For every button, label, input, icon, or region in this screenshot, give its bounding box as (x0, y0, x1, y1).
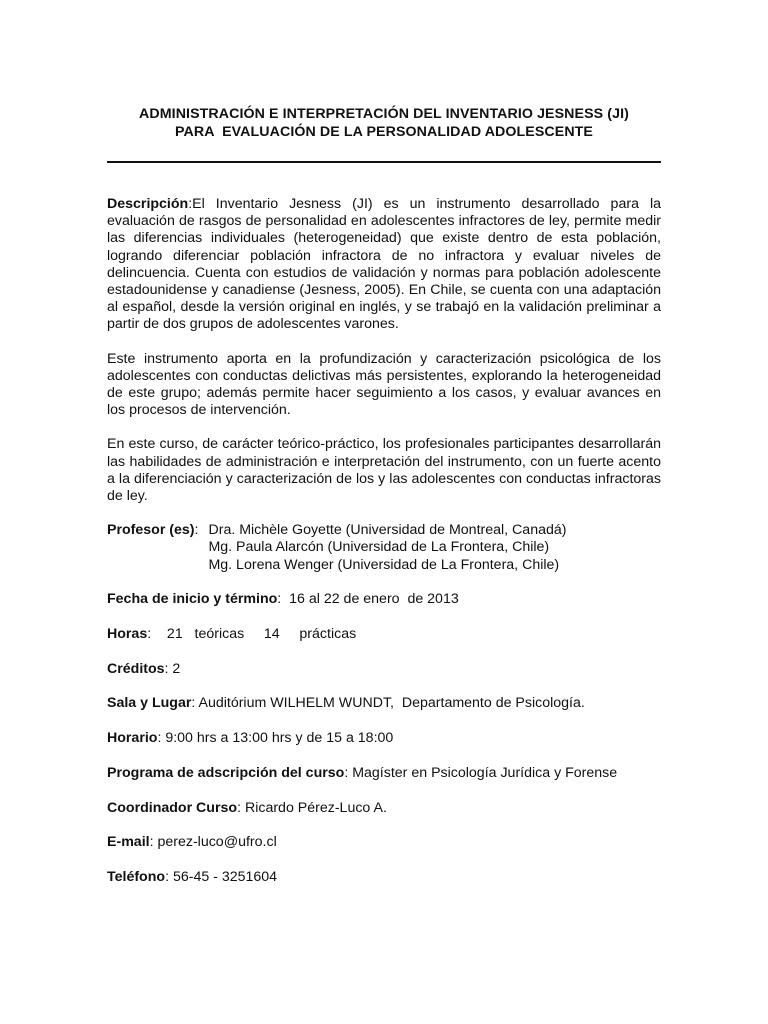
professors-section (107, 522, 661, 574)
title-divider (107, 161, 661, 163)
description-text: :El Inventario Jesness (JI) es un instrumento desarrollado para la evaluación de rasgos de personalidad en adolescentes infractores de ley, permite medir las diferencias individuales (heterogeneidad) que existe dentro de esta población, logrando diferenciar población infractora de no infractora y evaluar niveles de delincuencia. Cuenta con estudios de validación y normas para población adolescente estadounidense y canadiense (Jesness, 2005). En Chile, se cuenta con una adaptación al español, desde la versión original en inglés, y se trabajó en la validación preliminar a partir de dos grupos de adolescentes varones. (107, 196, 661, 333)
field-hours-label: Horas (107, 626, 148, 643)
document-content (107, 106, 661, 886)
field-email-label: E-mail (107, 834, 150, 851)
professors-separator: : (194, 522, 199, 539)
professor-item: Mg. Lorena Wenger (Universidad de La Frontera, Chile) (208, 556, 560, 573)
field-phone-label: Teléfono (107, 868, 166, 885)
professors-label-wrap (107, 522, 198, 574)
professors-list (208, 522, 566, 574)
field-email-value: : perez-luco@ufro.cl (149, 834, 277, 851)
field-program-value: : Magíster en Psicología Jurídica y Forense (344, 764, 618, 781)
field-coordinator (107, 800, 661, 817)
field-schedule (107, 730, 661, 747)
field-program-label: Programa de adscripción del curso (107, 764, 345, 781)
paragraph-course: En este curso, de carácter teórico-práctico, los profesionales participantes desarrollarán las habilidades de administración e interpretación del instrumento, con un fuerte acento a la diferenciación y caracterización de los y las adolescentes con conductas infractoras de ley. (107, 436, 661, 505)
description-label: Descripción (107, 196, 189, 212)
document-title (107, 106, 661, 141)
field-room (107, 695, 661, 712)
field-schedule-value: : 9:00 hrs a 13:00 hrs y de 15 a 18:00 (157, 730, 394, 747)
field-program (107, 765, 661, 782)
field-email (107, 834, 661, 851)
professors-label: Profesor (es) (107, 522, 195, 539)
field-credits-label: Créditos (107, 660, 165, 677)
field-schedule-label: Horario (107, 730, 158, 747)
field-room-value: : Auditórium WILHELM WUNDT, Departamento de Psicología. (191, 695, 585, 712)
field-phone-value: : 56-45 - 3251604 (165, 868, 278, 885)
professor-item: Mg. Paula Alarcón (Universidad de La Frontera, Chile) (208, 539, 550, 556)
field-hours (107, 626, 661, 643)
field-coordinator-value: : Ricardo Pérez-Luco A. (237, 799, 387, 816)
field-coordinator-label: Coordinador Curso (107, 799, 238, 816)
description-paragraph (107, 196, 661, 334)
field-phone (107, 869, 661, 886)
field-dates (107, 591, 661, 608)
title-line-1: ADMINISTRACIÓN E INTERPRETACIÓN DEL INVENTARIO JESNESS (JI) (139, 106, 629, 122)
field-credits-value: : 2 (164, 660, 181, 677)
field-dates-value: : 16 al 22 de enero de 2013 (277, 591, 459, 608)
field-hours-value: : 21 teóricas 14 prácticas (147, 626, 357, 643)
title-line-2: PARA EVALUACIÓN DE LA PERSONALIDAD ADOLESCENTE (175, 123, 593, 140)
professor-item: Dra. Michèle Goyette (Universidad de Montreal, Canadá) (208, 522, 567, 539)
field-room-label: Sala y Lugar (107, 695, 192, 712)
field-credits (107, 661, 661, 678)
field-dates-label: Fecha de inicio y término (107, 591, 278, 608)
paragraph-instrument: Este instrumento aporta en la profundización y caracterización psicológica de los adolescentes con conductas delictivas más persistentes, explorando la heterogeneidad de este grupo; además permite hacer seguimiento a los casos, y evaluar avances en los procesos de intervención. (107, 350, 661, 419)
